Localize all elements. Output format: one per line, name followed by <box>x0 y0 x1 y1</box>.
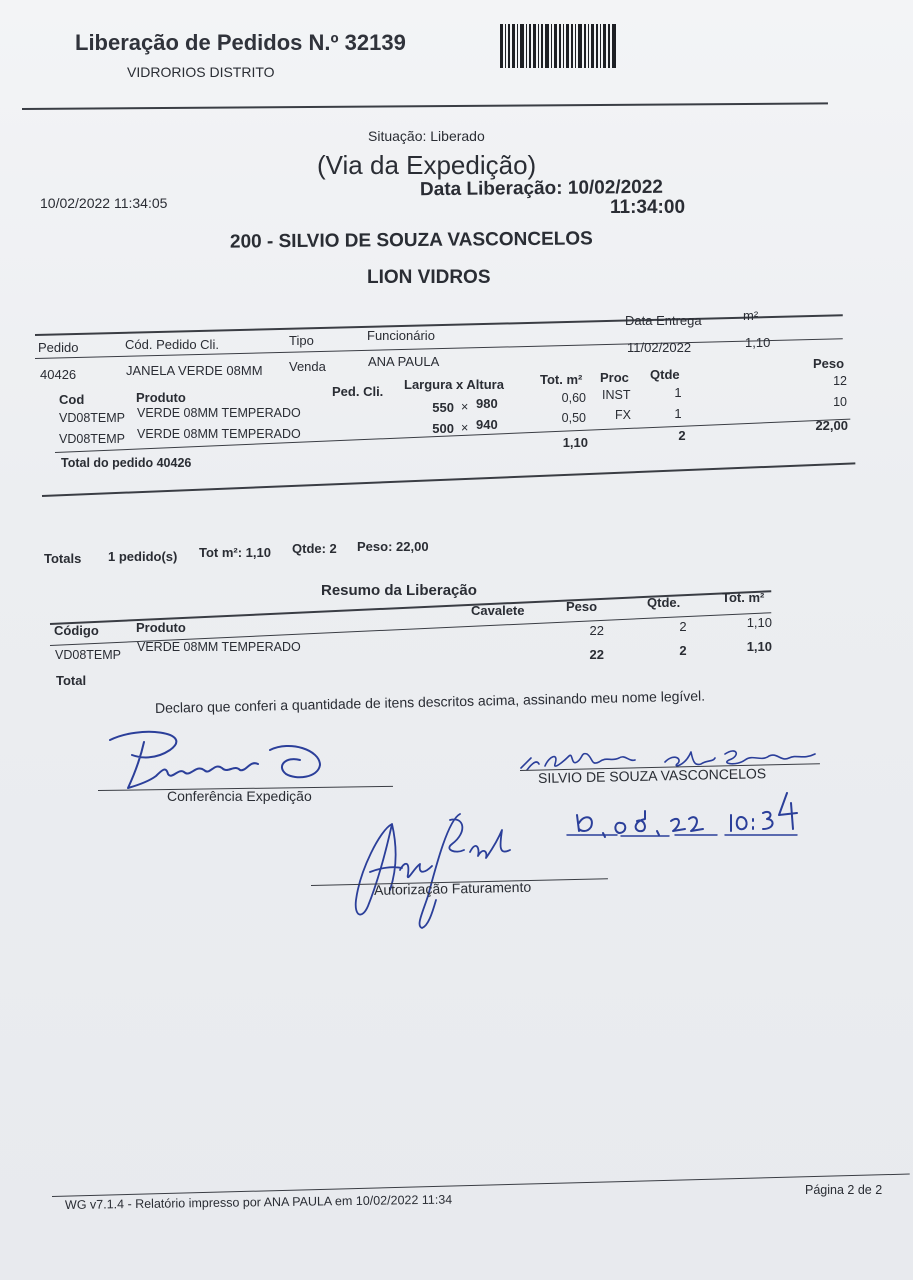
header-m2: m² <box>743 308 759 323</box>
summary-top-qtde: 2 <box>679 619 687 634</box>
item-1-largura: 550 <box>432 400 454 415</box>
conferencia-label: Conferência Expedição <box>167 788 312 804</box>
item-header-cod: Cod <box>59 392 85 407</box>
order-funcionario: ANA PAULA <box>368 354 440 369</box>
item-2-peso: 10 <box>833 395 847 409</box>
totals-peso: Peso: 22,00 <box>357 539 429 554</box>
item-header-proc: Proc <box>600 370 629 385</box>
summary-title: Resumo da Liberação <box>321 582 477 599</box>
item-header-ped-cli: Ped. Cli. <box>332 384 384 399</box>
item-2-altura: 940 <box>476 417 498 432</box>
item-header-tot-m2: Tot. m² <box>540 372 583 387</box>
order-pedido: 40426 <box>40 367 77 382</box>
summary-header-tot-m2: Tot. m² <box>722 590 765 605</box>
item-1-proc: INST <box>602 388 631 402</box>
customer-company: LION VIDROS <box>367 267 491 288</box>
release-date: Data Liberação: 10/02/2022 <box>419 176 664 201</box>
company-name: VIDRORIOS DISTRITO <box>127 64 275 80</box>
item-2-tot-m2: 0,50 <box>561 411 586 425</box>
item-2-largura: 500 <box>432 421 454 436</box>
summary-header-peso: Peso <box>566 599 598 614</box>
handwritten-date <box>565 783 815 843</box>
order-data-entrega: 11/02/2022 <box>627 340 692 355</box>
summary-header-produto: Produto <box>136 620 186 635</box>
item-1-tot-m2: 0,60 <box>561 391 586 405</box>
order-top-line <box>35 314 843 336</box>
item-2-x: × <box>461 421 469 435</box>
footer-page: Página 2 de 2 <box>805 1183 883 1197</box>
summary-top-peso: 22 <box>589 623 604 638</box>
header-funcionario: Funcionário <box>367 328 435 343</box>
item-2-qtde: 1 <box>674 406 682 421</box>
order-m2: 1,10 <box>745 335 771 350</box>
item-header-peso: Peso <box>813 356 845 371</box>
order-total-qtde: 2 <box>678 428 686 443</box>
footer-line <box>52 1174 910 1197</box>
item-1-peso: 12 <box>833 374 847 388</box>
item-2-produto: VERDE 08MM TEMPERADO <box>137 427 301 441</box>
customer-sign-name: SILVIO DE SOUZA VASCONCELOS <box>537 765 767 786</box>
signature-autorizacao <box>340 810 530 935</box>
totals-label: Totals <box>44 551 82 566</box>
summary-header-qtde: Qtde. <box>647 595 681 610</box>
item-1-qtde: 1 <box>674 385 682 400</box>
order-total-peso: 22,00 <box>815 418 848 433</box>
declaration-text: Declaro que conferi a quantidade de itens descritos acima, assinando meu nome legível. <box>154 687 706 716</box>
order-total-label: Total do pedido 40426 <box>61 456 192 470</box>
item-2-proc: FX <box>615 408 631 422</box>
header-data-entrega: Data Entrega <box>625 313 702 328</box>
summary-row-qtde: 2 <box>679 643 687 658</box>
header-divider <box>22 102 828 110</box>
summary-top-tot-m2: 1,10 <box>746 615 772 630</box>
item-1-cod: VD08TEMP <box>59 411 125 425</box>
item-1-produto: VERDE 08MM TEMPERADO <box>137 406 301 420</box>
header-cod-pedido-cli: Cód. Pedido Cli. <box>125 337 219 352</box>
totals-qtde: Qtde: 2 <box>292 541 337 556</box>
totals-pedidos: 1 pedido(s) <box>108 549 178 564</box>
copy-label: (Via da Expedição) <box>317 150 537 180</box>
item-header-produto: Produto <box>136 390 186 405</box>
footer-printed-by: WG v7.1.4 - Relatório impresso por ANA PAULA em 10/02/2022 11:34 <box>64 1192 453 1212</box>
item-1-altura: 980 <box>476 396 498 411</box>
autorizacao-label: Autorização Faturamento <box>373 878 532 898</box>
item-1-x: × <box>461 400 469 414</box>
status-text: Situação: Liberado <box>368 128 485 144</box>
summary-header-codigo: Código <box>54 623 99 638</box>
customer-name: 200 - SILVIO DE SOUZA VASCONCELOS <box>229 228 593 253</box>
release-time: 11:34:00 <box>610 197 686 218</box>
header-pedido: Pedido <box>38 340 79 355</box>
item-header-largura-altura: Largura x Altura <box>404 377 504 392</box>
order-cod-pedido-cli: JANELA VERDE 08MM <box>126 363 263 378</box>
summary-header-cavalete: Cavalete <box>471 603 525 618</box>
barcode <box>500 24 638 68</box>
item-2-cod: VD08TEMP <box>59 432 125 446</box>
summary-row-peso: 22 <box>589 647 604 662</box>
totals-tot-m2: Tot m²: 1,10 <box>199 545 271 560</box>
summary-total-label: Total <box>56 673 87 688</box>
item-header-qtde: Qtde <box>650 367 680 382</box>
summary-row-produto: VERDE 08MM TEMPERADO <box>137 640 301 654</box>
summary-row-codigo: VD08TEMP <box>55 648 121 662</box>
header-tipo: Tipo <box>289 333 314 348</box>
summary-row-tot-m2: 1,10 <box>746 639 772 654</box>
order-total-m2: 1,10 <box>562 435 588 450</box>
document-title: Liberação de Pedidos N.º 32139 <box>75 30 406 55</box>
printed-datetime: 10/02/2022 11:34:05 <box>40 195 168 211</box>
order-tipo: Venda <box>289 359 326 374</box>
